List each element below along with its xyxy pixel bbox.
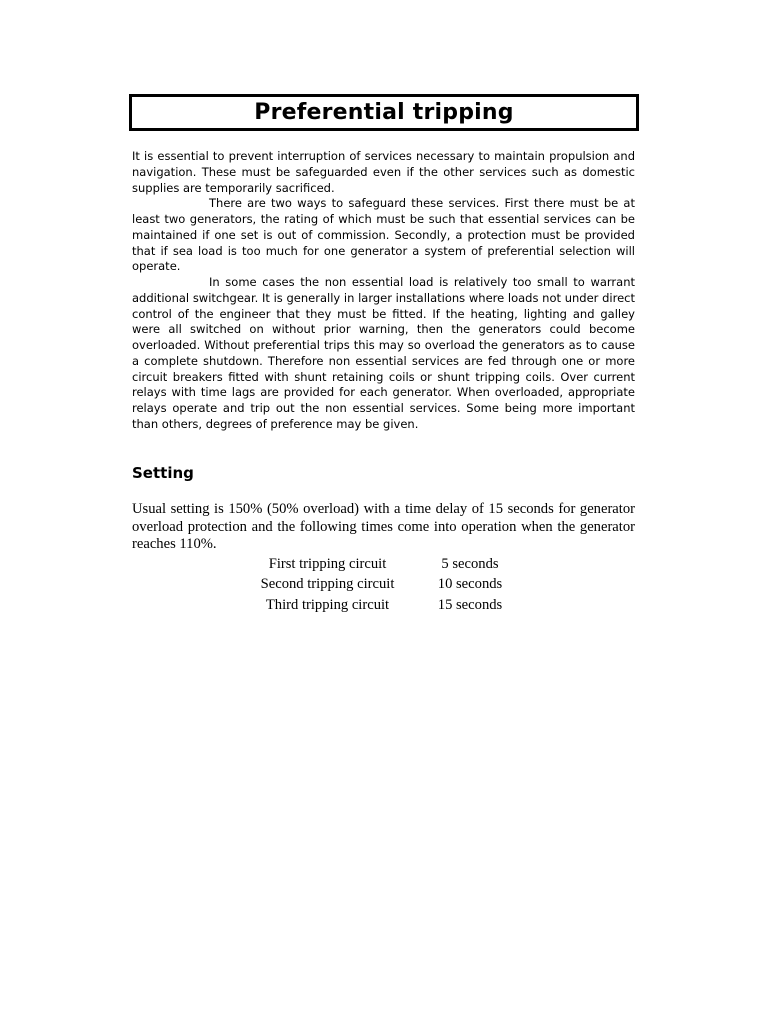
table-row [250, 595, 535, 616]
circuit-name: Third tripping circuit [265, 596, 390, 613]
circuit-time: 5 seconds [441, 555, 499, 572]
table-row [250, 554, 535, 575]
setting-paragraph: Usual setting is 150% (50% overload) with a time delay of 15 seconds for generator overload protection and the following times come into operation when the generator reaches 110%. [132, 501, 635, 552]
tripping-times-table [250, 554, 535, 616]
title-box [129, 94, 639, 131]
circuit-name: First tripping circuit [268, 555, 387, 572]
circuit-time: 15 seconds [437, 596, 503, 613]
circuit-name: Second tripping circuit [260, 576, 395, 593]
paragraph-1: It is essential to prevent interruption of services necessary to maintain propulsion and navigation. These must be safeguarded even if the other services such as domestic supplies are temporarily sacrificed. [132, 149, 635, 195]
circuit-time: 10 seconds [437, 576, 503, 593]
page-title: Preferential tripping [254, 99, 514, 125]
table-row [250, 575, 535, 596]
section-heading-setting: Setting [132, 464, 194, 482]
body-text [132, 149, 635, 433]
paragraph-2: There are two ways to safeguard these services. First there must be at least two generators, the rating of which must be such that essential services can be maintained if one set is out of commission. Secondly, a protection must be provided that if sea load is too much for one generator a system of preferential selection will operate. [132, 196, 635, 274]
paragraph-3: In some cases the non essential load is relatively too small to warrant additional switchgear. It is generally in larger installations where loads not under direct control of the engineer that they must be fitted. If the heating, lighting and galley were all switched on without prior warning, then the generators could become overloaded. Without preferential trips this may so overload the generators as to cause a complete shutdown. Therefore non essential services are fed through one or more circuit breakers fitted with shunt retaining coils or shunt tripping coils. Over current relays with time lags are provided for each generator. When overloaded, appropriate relays operate and trip out the non essential services. Some being more important than others, degrees of preference may be given. [132, 275, 635, 431]
